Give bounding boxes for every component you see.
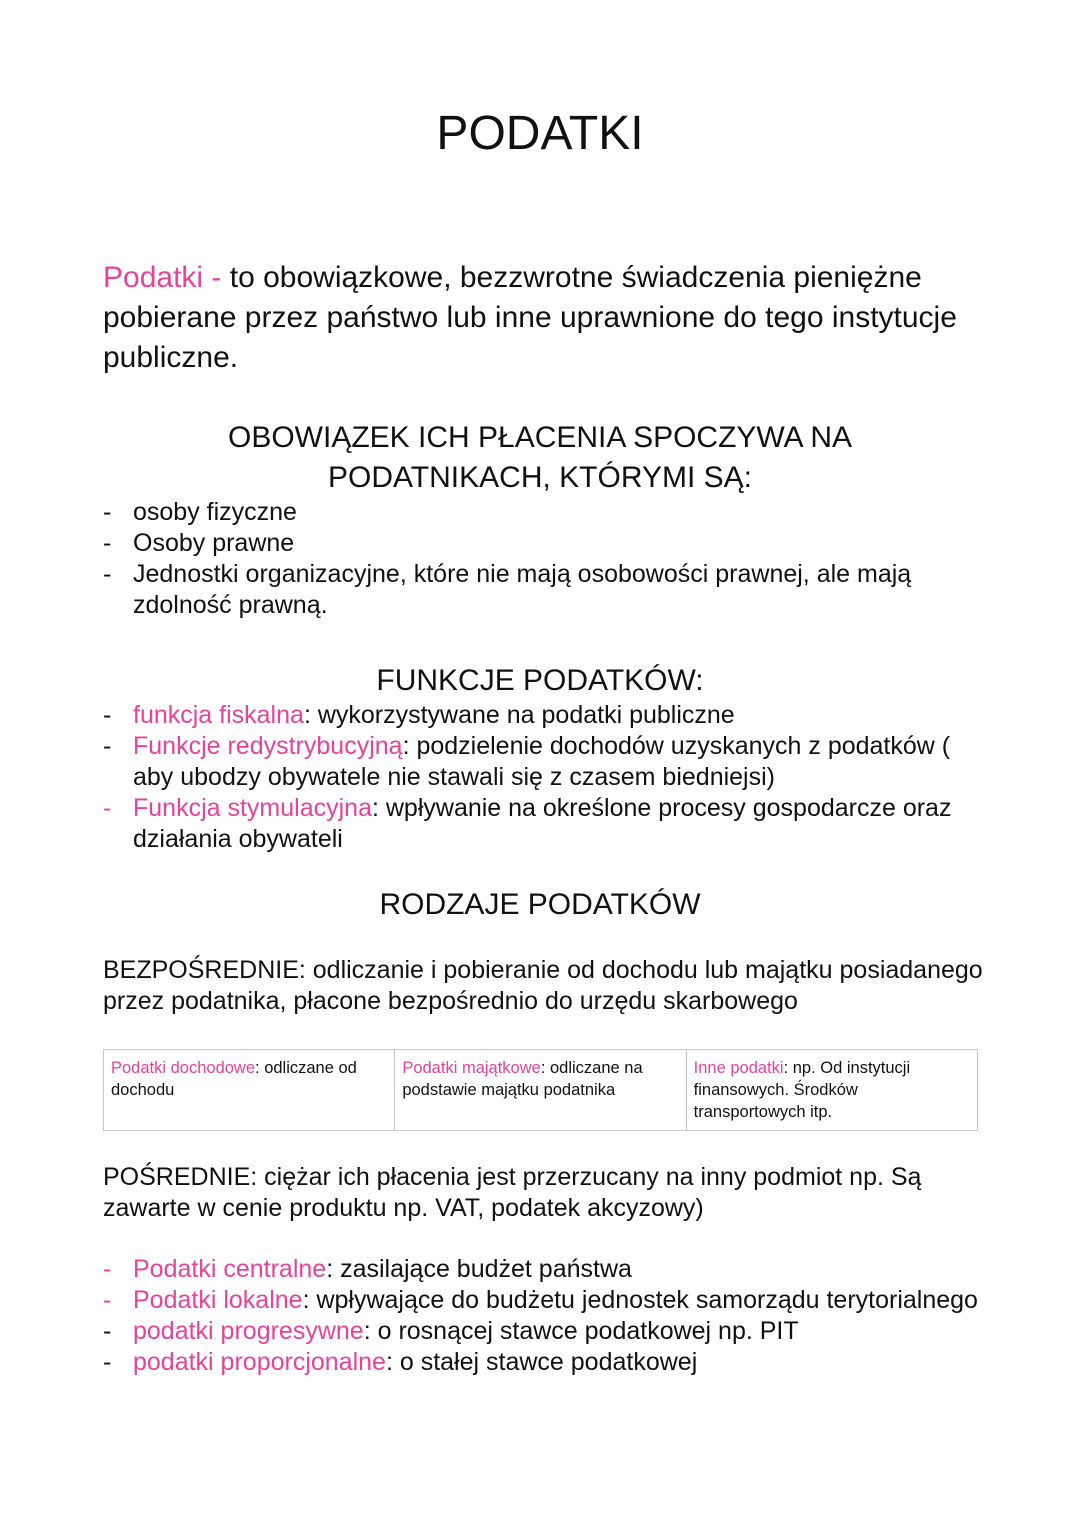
list-item xyxy=(103,700,983,731)
tax-term: Inne podatki xyxy=(693,1059,784,1077)
tax-kind-term: Podatki centralne xyxy=(133,1255,327,1283)
list-item xyxy=(103,1285,983,1316)
direct-taxes-table xyxy=(103,1049,978,1131)
function-term: Funkcja stymulacyjna xyxy=(133,794,372,822)
functions-heading: FUNKCJE PODATKÓW: xyxy=(376,664,704,697)
table-cell xyxy=(686,1050,977,1131)
indirect-taxes-paragraph: POŚREDNIE: ciężar ich płacenia jest przerzucany na inny podmiot np. Są zawarte w cenie produktu np. VAT, podatek akcyzowy) xyxy=(103,1163,922,1222)
list-item xyxy=(103,528,983,559)
definition-term: Podatki xyxy=(103,261,204,294)
taxpayer-text: Osoby prawne xyxy=(133,529,295,557)
function-term: funkcja fiskalna xyxy=(133,701,304,729)
dash-marker: - xyxy=(103,498,112,526)
function-term: Funkcje redystrybucyjną xyxy=(133,732,403,760)
taxpayer-text: Jednostki organizacyjne, które nie mają osobowości prawnej, ale mają zdolność prawną. xyxy=(133,560,912,619)
obligation-heading-line2: PODATNIKACH, KTÓRYMI SĄ: xyxy=(328,461,752,494)
table-cell xyxy=(104,1050,395,1131)
list-item xyxy=(103,1316,983,1347)
dash-marker: - xyxy=(103,529,112,557)
table-cell xyxy=(395,1050,686,1131)
function-desc: : wykorzystywane na podatki publiczne xyxy=(303,701,735,729)
dash-marker: - xyxy=(103,1286,112,1314)
tax-term: Podatki majątkowe xyxy=(402,1059,541,1077)
function-desc: : wpływanie na określone procesy gospodarcze oraz działania obywateli xyxy=(133,794,952,853)
page-title: PODATKI xyxy=(436,107,644,160)
list-item xyxy=(103,497,983,528)
list-item xyxy=(103,793,983,855)
tax-kind-term: podatki proporcjonalne xyxy=(133,1348,386,1376)
definition-separator: - xyxy=(203,261,230,294)
tax-desc: : odliczane od dochodu xyxy=(111,1059,357,1099)
list-item xyxy=(103,559,983,621)
tax-kind-desc: : wpływające do budżetu jednostek samorządu terytorialnego xyxy=(302,1286,978,1314)
function-desc: : podzielenie dochodów uzyskanych z podatków ( aby ubodzy obywatele nie stawali się z czasem biedniejsi) xyxy=(133,732,951,791)
tax-kind-desc: : o stałej stawce podatkowej xyxy=(385,1348,698,1376)
dash-marker: - xyxy=(103,701,112,729)
tax-desc: : odliczane na podstawie majątku podatnika xyxy=(402,1059,643,1099)
taxpayers-list xyxy=(103,497,983,621)
list-item xyxy=(103,731,983,793)
dash-marker: - xyxy=(103,1317,112,1345)
tax-term: Podatki dochodowe xyxy=(111,1059,256,1077)
table-row xyxy=(104,1050,978,1131)
taxpayer-text: osoby fizyczne xyxy=(133,498,297,526)
dash-marker: - xyxy=(103,1255,112,1283)
types-heading: RODZAJE PODATKÓW xyxy=(379,888,701,921)
tax-kind-term: podatki progresywne xyxy=(133,1317,364,1345)
list-item xyxy=(103,1254,983,1285)
obligation-heading-line1: OBOWIĄZEK ICH PŁACENIA SPOCZYWA NA xyxy=(227,421,852,454)
tax-kind-desc: : zasilające budżet państwa xyxy=(326,1255,632,1283)
definition-text: to obowiązkowe, bezzwrotne świadczenia pieniężne pobierane przez państwo lub inne uprawnione do tego instytucje publiczne. xyxy=(103,261,957,374)
list-item xyxy=(103,1347,983,1378)
dash-marker: - xyxy=(103,1348,112,1376)
obligation-heading xyxy=(0,418,1080,498)
dash-marker: - xyxy=(103,794,112,822)
tax-kind-desc: : o rosnącej stawce podatkowej np. PIT xyxy=(363,1317,799,1345)
tax-kinds-list xyxy=(103,1254,983,1378)
dash-marker: - xyxy=(103,732,112,760)
functions-list xyxy=(103,700,983,855)
direct-taxes-paragraph: BEZPOŚREDNIE: odliczanie i pobieranie od dochodu lub majątku posiadanego przez podatnika, płacone bezpośrednio do urzędu skarbowego xyxy=(103,956,983,1015)
tax-kind-term: Podatki lokalne xyxy=(133,1286,303,1314)
definition-paragraph xyxy=(103,258,1003,378)
tax-desc: : np. Od instytucji finansowych. Środków transportowych itp. xyxy=(693,1059,911,1121)
dash-marker: - xyxy=(103,560,112,588)
